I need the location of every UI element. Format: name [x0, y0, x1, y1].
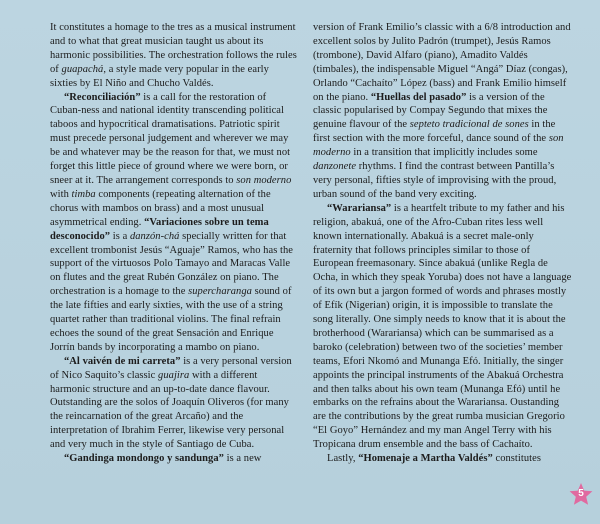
track-title: “Variaciones sobre un tema desconocido” [50, 216, 269, 242]
italic-term: son moderno [313, 133, 564, 159]
paragraph [313, 21, 573, 202]
text-run: components (repeating alternation of the chorus with mambos on brass) and a most unusual asymmetrical ending. [50, 188, 271, 228]
right-text-column [313, 21, 573, 466]
page-number: 5 [578, 488, 584, 499]
paragraph [50, 91, 298, 355]
text-run: with a different harmonic structure and an up-to-date dance flavour. Outstanding are the solos of Joaquín Oliveros (for many the reincarnation of the great Arcaño) and the interpretation of Ibrahim Ferrer, likewise very personal and very much in the style of Santiago de Cuba. [50, 369, 289, 451]
text-run: is a [110, 230, 130, 242]
paragraph [313, 202, 573, 452]
track-title: “Reconciliación” [64, 91, 141, 103]
text-run: , a style made very popular in the early sixties by El Niño and Chucho Valdés. [50, 63, 269, 89]
text-run: in the first section with the more forceful, dance sound of the [313, 119, 556, 145]
text-run: is a heartfelt tribute to my father and his religion, abakuá, one of the Afro-Cuban rites less well known internationally. Abakuá is a secret male-only fraternity that follows principles similar to those of European freemasonary. Since abakuá (unlike Regla de Ocha, in which they speak Yoruba) does not have a language of its own but a jargon formed of words and phrases mostly of Efík (Nigerian) origin, it is impossible to translate the song literally. One simply needs to know that it is about the brotherhood (Warariansa) which can be summarised as a baroko (celebration) between two of the societies’ member teams, Efori Nkomó and Munanga Efó. Initially, the singer appoints the principal instruments of the Abakuá Orchestra and then talks about his own team (Munanga Efó) until he embarks on the refrains about the Warariansa. Oustanding are the contributions by the great rumba musician Gregorio “El Goyo” Hernández and my man Angel Terry with his Tropicana drum ensemble and the bass of Cachaíto. [313, 202, 572, 451]
track-title: “Al vaivén de mi carreta” [64, 355, 181, 367]
italic-term: guajira [158, 369, 190, 381]
track-title: “Warariansa” [327, 202, 392, 214]
track-title: “Gandinga mondongo y sandunga” [64, 453, 224, 465]
page-number-badge [568, 482, 594, 508]
text-run: is a very personal version of Nico Saquito’s classic [50, 355, 292, 381]
paragraph [313, 452, 573, 466]
italic-term: timba [71, 188, 96, 200]
italic-term: danzón-chá [129, 230, 180, 242]
text-run: rhythms. I find the contrast between Pantilla’s very personal, fifties style of improvising with the proud, urban sound of the band very exciting. [313, 161, 557, 200]
text-run: is a version of the classic popularised by Compay Segundo that mixes the genuine flavour of the [313, 91, 548, 131]
text-run: specially written for that excellent trombonist Jesús “Aguaje” Ramos, who has the support of the virtuosos Polo Tamayo and Maracas Valle on flutes and the great Rubén González on piano. The orchestration is a homage to the [50, 230, 293, 298]
paragraph [50, 355, 298, 452]
text-run: is a call for the restoration of Cuban-ness and national identity transcending political taboos and hypocritical dramatisations. Patriotic spirit must precede personal judgement and wherever we may be and whatever may be the reason for that, we must not forget this little piece of ground where we were born, or sneer at it. The arrangement corresponds to [50, 91, 291, 186]
paragraph [50, 452, 298, 466]
text-run: in a transition that implicitly includes some [350, 147, 538, 159]
italic-term: supercharanga [188, 286, 252, 298]
left-text-column [50, 21, 298, 466]
italic-term: son moderno [236, 174, 292, 186]
text-run: with [50, 188, 72, 200]
paragraph [50, 21, 298, 91]
italic-term: septeto tradicional de sones [409, 119, 529, 131]
track-title: “Homenaje a Martha Valdés” [358, 453, 493, 465]
text-run: Lastly, [327, 453, 359, 465]
italic-term: danzonete [313, 161, 357, 173]
text-run: is a new [223, 453, 262, 465]
text-run: sound of the late fifties and early sixties, with the use of a string quartet rather than traditional violins. The final refrain echoes the sound of the great Sensación and Enrique Jorrín bands by incorporating a mambo on piano. [50, 286, 292, 353]
text-run: version of Frank Emilio’s classic with a 6/8 introduction and excellent solos by Julito Padrón (trumpet), Jesús Ramos (trombone), David Alfaro (piano), Amadito Valdés (timbales), the indispensable Miguel “Angá” Díaz (congas), Orlando “Cachaíto” López (bass) and Frank Emilio himself on the piano. [313, 22, 571, 103]
italic-term: guapachá [61, 63, 104, 75]
text-run: constitutes [492, 453, 541, 465]
track-title: “Huellas del pasado” [370, 91, 467, 103]
text-run: It constitutes a homage to the tres as a musical instrument and to what that great musician taught us about its harmonic possibilities. The orchestration follows the rules of [50, 22, 297, 75]
